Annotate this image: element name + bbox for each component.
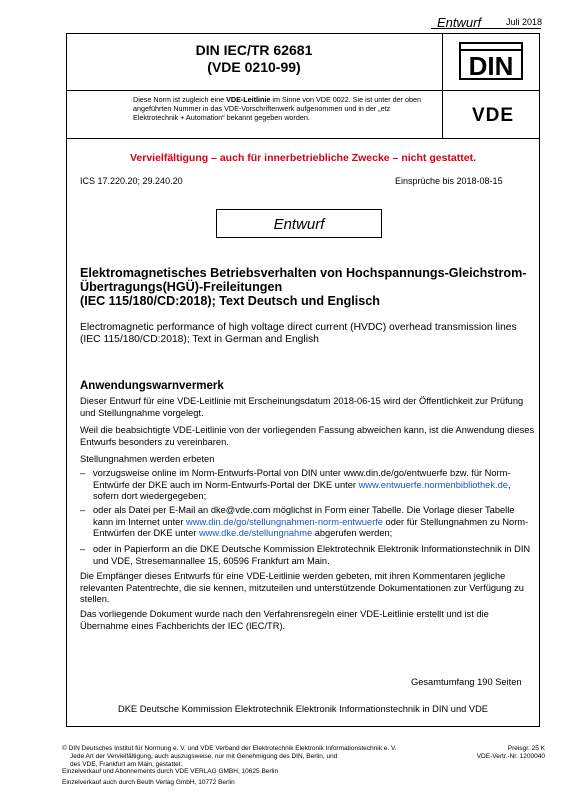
sales-info: Einzelverkauf auch durch Beuth Verlag GmbH, 10772 Berlin [62,779,235,786]
price-group: Preisgr. 25 K [507,745,545,752]
publisher-line: DKE Deutsche Kommission Elektrotechnik Elektronik Informationstechnik in DIN und VDE [118,704,488,714]
divider [66,90,540,91]
list-dash: – [80,505,86,515]
dke-feedback-link[interactable]: www.dke.de/stellungnahme [198,528,313,538]
paragraph: Die Empfänger dieses Entwurfs für eine VDE-Leitlinie werden gebeten, mit ihren Kommentaren jegliche relevanten Patentrechte, die sie kennen, mitzuteilen und unterstützende Dokumentationen zur Verfügung zu stellen. [80,571,524,604]
copy-warning: Vervielfältigung – auch für innerbetriebliche Zwecke – nicht gestattet. [129,152,476,164]
sales-info: Einzelverkauf und Abonnements durch VDE VERLAG GMBH, 10625 Berlin [62,768,279,775]
issue-date: Juli 2018 [506,17,543,27]
vde-distribution-number: VDE-Vertr.-Nr. 1200040 [476,753,545,760]
paragraph: Dieser Entwurf für eine VDE-Leitlinie mit Erscheinungsdatum 2018-06-15 wird der Öffentlichkeit zur Prüfung und Stellungnahme vorgelegt. [80,396,524,418]
din-feedback-link[interactable]: www.din.de/go/stellungnahmen-norm-entwuerfe [186,516,383,527]
vde-note: Diese Norm ist zugleich eine VDE-Leitlinie im Sinne von VDE 0022. Sie ist unter der oben angeführten Nummer in das VDE-Vorschriftenwerk aufgenommen und in der „etz Elektrotechnik + Automation“ bekannt gegeben worden. [133,95,422,122]
list-item: oder in Papierform an die DKE Deutsche Kommission Elektrotechnik Elektronik Informationstechnik in DIN und VDE, Stresemannallee 15, 60596 Frankfurt am Main. [93,544,531,566]
list-item: vorzugsweise online im Norm-Entwurfs-Portal von DIN unter www.din.de/go/entwuerfe bzw. für Norm-Entwürfe der DKE auch im Norm-Entwurfs-Portal der DKE unter www.entwuerfe.normenbibliothek.de, sofern dort wiedergegeben; [93,468,511,501]
section-heading: Anwendungswarnvermerk [80,380,224,392]
vde-id: (VDE 0210-99) [207,59,301,75]
divider [442,33,443,138]
list-dash: – [80,544,86,554]
divider [66,138,540,139]
din-logo [459,42,523,80]
title-german: Elektromagnetisches Betriebsverhalten von Hochspannungs-Gleichstrom- Übertragungs(HGÜ)-Freileitungen (IEC 115/180/CD:2018); Text Deutsch und Englisch [80,266,527,308]
divider [431,28,541,29]
paragraph: Das vorliegende Dokument wurde nach den Verfahrensregeln einer VDE-Leitlinie erstellt und ist die Übernahme eines Fachberichts der IEC (IEC/TR). [80,609,489,631]
list-dash: – [80,468,86,478]
entwurf-label-top: Entwurf [437,15,482,30]
din-logo-text: DIN [468,51,514,80]
portal-link[interactable]: www.entwuerfe.normenbibliothek.de [358,479,508,490]
draft-box: Entwurf [216,209,382,238]
vde-logo-text: VDE [471,105,515,123]
paragraph: Weil die beabsichtigte VDE-Leitlinie von der vorliegenden Fassung abweichen kann, ist die Anwendung dieses Entwurfs besonders zu vereinbaren. [80,425,535,447]
list-item: oder als Datei per E-Mail an dke@vde.com möglichst in Form einer Tabelle. Die Vorlage dieser Tabelle kann im Internet unter www.din.de/go/stellungnahmen-norm-entwuerfe oder für Stellungnahmen zu Norm-Entwürfen der DKE unter www.dke.de/stellungnahme abgerufen werden; [93,505,529,538]
vde-logo [455,105,531,123]
paragraph: Stellungnahmen werden erbeten [80,454,215,464]
copyright-notice: © DIN Deutsches Institut für Normung e. V. und VDE Verband der Elektrotechnik Elektronik Informationstechnik e. V. Jede Art der Vervielfältigung, auch auszugsweise, nur mit Genehmigung des DIN, Berlin, und des VDE, Frankfurt am Main, gestattet. [62,745,397,768]
title-english: Electromagnetic performance of high voltage direct current (HVDC) overhead transmission lines (IEC 115/180/CD:2018); Text in German and English [80,322,517,345]
objection-deadline: Einsprüche bis 2018-08-15 [395,176,503,186]
page-count: Gesamtumfang 190 Seiten [411,677,522,687]
document-id: DIN IEC/TR 62681 [195,42,313,58]
ics-codes: ICS 17.220.20; 29.240.20 [80,176,183,186]
